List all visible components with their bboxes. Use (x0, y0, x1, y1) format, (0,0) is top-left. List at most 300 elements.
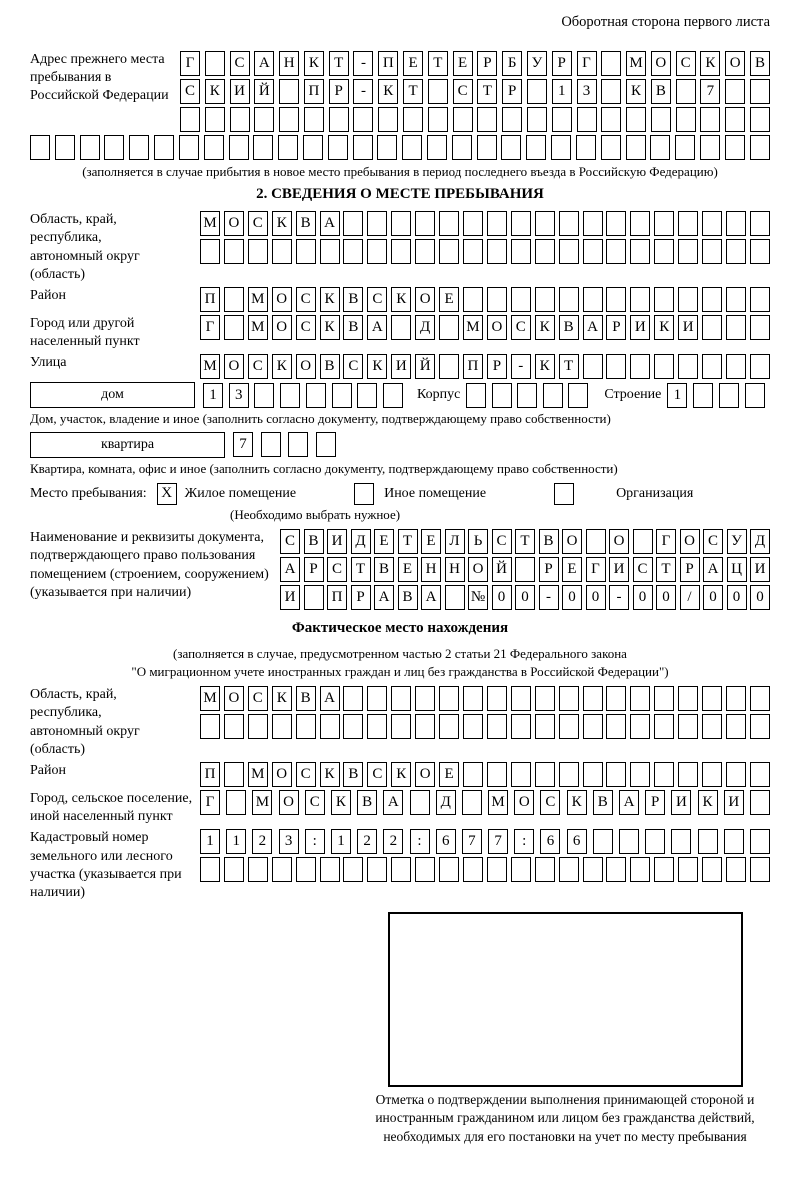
char-cell[interactable] (583, 239, 603, 264)
char-cell[interactable]: Т (515, 529, 535, 554)
char-cell[interactable] (511, 762, 531, 787)
char-cell[interactable] (463, 287, 483, 312)
char-cell[interactable]: И (609, 557, 629, 582)
char-cell[interactable]: Т (477, 79, 497, 104)
char-cell[interactable]: К (535, 354, 555, 379)
char-cell[interactable]: Й (254, 79, 274, 104)
char-cell[interactable] (559, 211, 579, 236)
char-cell[interactable]: : (305, 829, 325, 854)
char-cell[interactable] (630, 686, 650, 711)
char-cell[interactable] (487, 857, 507, 882)
char-cell[interactable] (750, 714, 770, 739)
char-cell[interactable]: Р (502, 79, 522, 104)
char-cell[interactable]: С (305, 790, 325, 815)
char-cell[interactable]: Р (552, 51, 572, 76)
char-cell[interactable] (410, 790, 430, 815)
char-cell[interactable]: Ц (727, 557, 747, 582)
char-cell[interactable]: И (678, 315, 698, 340)
char-cell[interactable]: 2 (252, 829, 272, 854)
char-cell[interactable] (559, 714, 579, 739)
char-cell[interactable] (224, 315, 244, 340)
char-cell[interactable] (552, 107, 572, 132)
char-cell[interactable]: 1 (200, 829, 220, 854)
char-cell[interactable]: В (320, 354, 340, 379)
char-cell[interactable]: П (200, 287, 220, 312)
char-cell[interactable]: Б (502, 51, 522, 76)
char-cell[interactable]: К (205, 79, 225, 104)
char-cell[interactable] (501, 135, 521, 160)
char-cell[interactable]: Т (398, 529, 418, 554)
char-cell[interactable] (601, 107, 621, 132)
char-cell[interactable]: И (630, 315, 650, 340)
char-cell[interactable]: С (180, 79, 200, 104)
char-cell[interactable]: А (280, 557, 300, 582)
char-cell[interactable] (378, 107, 398, 132)
char-cell[interactable]: С (492, 529, 512, 554)
char-cell[interactable]: Г (200, 790, 220, 815)
char-cell[interactable]: Е (453, 51, 473, 76)
char-cell[interactable]: Т (329, 51, 349, 76)
char-cell[interactable] (583, 354, 603, 379)
char-cell[interactable] (576, 135, 596, 160)
char-cell[interactable] (654, 211, 674, 236)
char-cell[interactable] (726, 686, 746, 711)
char-cell[interactable] (463, 762, 483, 787)
char-cell[interactable]: Н (421, 557, 441, 582)
char-cell[interactable] (651, 107, 671, 132)
char-cell[interactable]: К (567, 790, 587, 815)
char-cell[interactable]: У (727, 529, 747, 554)
char-cell[interactable]: Т (403, 79, 423, 104)
char-cell[interactable]: Р (680, 557, 700, 582)
char-cell[interactable]: Е (421, 529, 441, 554)
char-cell[interactable]: И (391, 354, 411, 379)
char-cell[interactable] (654, 354, 674, 379)
char-cell[interactable]: М (463, 315, 483, 340)
char-cell[interactable] (654, 287, 674, 312)
char-cell[interactable] (304, 585, 324, 610)
char-cell[interactable] (527, 79, 547, 104)
char-cell[interactable] (702, 354, 722, 379)
char-cell[interactable] (415, 211, 435, 236)
char-cell[interactable] (462, 790, 482, 815)
char-cell[interactable]: К (320, 762, 340, 787)
char-cell[interactable]: - (539, 585, 559, 610)
char-cell[interactable]: 0 (492, 585, 512, 610)
char-cell[interactable] (357, 383, 377, 408)
char-cell[interactable]: Й (492, 557, 512, 582)
char-cell[interactable] (726, 714, 746, 739)
char-cell[interactable] (248, 714, 268, 739)
char-cell[interactable] (678, 211, 698, 236)
char-cell[interactable]: Р (645, 790, 665, 815)
char-cell[interactable] (343, 686, 363, 711)
char-cell[interactable]: П (304, 79, 324, 104)
char-cell[interactable]: К (320, 315, 340, 340)
char-cell[interactable] (606, 762, 626, 787)
char-cell[interactable]: Р (329, 79, 349, 104)
char-cell[interactable]: Е (439, 762, 459, 787)
char-cell[interactable]: В (357, 790, 377, 815)
char-cell[interactable] (725, 135, 745, 160)
char-cell[interactable]: С (367, 287, 387, 312)
char-cell[interactable] (463, 211, 483, 236)
char-cell[interactable]: Р (351, 585, 371, 610)
char-cell[interactable] (415, 686, 435, 711)
char-cell[interactable] (559, 857, 579, 882)
char-cell[interactable] (535, 686, 555, 711)
char-cell[interactable]: П (200, 762, 220, 787)
char-cell[interactable]: С (676, 51, 696, 76)
char-cell[interactable]: О (609, 529, 629, 554)
char-cell[interactable]: 3 (229, 383, 249, 408)
char-cell[interactable] (316, 432, 336, 457)
char-cell[interactable] (726, 211, 746, 236)
char-cell[interactable]: П (327, 585, 347, 610)
char-cell[interactable]: Е (439, 287, 459, 312)
char-cell[interactable]: 1 (552, 79, 572, 104)
char-cell[interactable]: О (224, 686, 244, 711)
char-cell[interactable]: С (248, 354, 268, 379)
char-cell[interactable] (626, 135, 646, 160)
char-cell[interactable]: К (304, 51, 324, 76)
char-cell[interactable]: К (378, 79, 398, 104)
char-cell[interactable] (606, 686, 626, 711)
char-cell[interactable]: А (703, 557, 723, 582)
char-cell[interactable]: 7 (700, 79, 720, 104)
char-cell[interactable]: : (410, 829, 430, 854)
char-cell[interactable] (654, 239, 674, 264)
char-cell[interactable]: М (252, 790, 272, 815)
char-cell[interactable]: Е (403, 51, 423, 76)
char-cell[interactable]: О (725, 51, 745, 76)
char-cell[interactable] (296, 714, 316, 739)
char-cell[interactable] (367, 686, 387, 711)
char-cell[interactable] (750, 107, 770, 132)
char-cell[interactable] (543, 383, 563, 408)
char-cell[interactable] (280, 383, 300, 408)
char-cell[interactable] (200, 857, 220, 882)
char-cell[interactable]: И (750, 557, 770, 582)
char-cell[interactable] (367, 211, 387, 236)
char-cell[interactable] (383, 383, 403, 408)
char-cell[interactable]: К (626, 79, 646, 104)
char-cell[interactable] (535, 762, 555, 787)
char-cell[interactable] (377, 135, 397, 160)
char-cell[interactable]: 0 (727, 585, 747, 610)
char-cell[interactable] (678, 239, 698, 264)
char-cell[interactable] (601, 51, 621, 76)
char-cell[interactable] (224, 714, 244, 739)
char-cell[interactable]: С (248, 686, 268, 711)
char-cell[interactable] (700, 107, 720, 132)
char-cell[interactable]: 2 (383, 829, 403, 854)
char-cell[interactable] (726, 857, 746, 882)
char-cell[interactable] (750, 829, 770, 854)
char-cell[interactable] (678, 857, 698, 882)
char-cell[interactable] (750, 211, 770, 236)
char-cell[interactable] (654, 686, 674, 711)
char-cell[interactable] (391, 211, 411, 236)
char-cell[interactable]: № (468, 585, 488, 610)
char-cell[interactable] (678, 686, 698, 711)
char-cell[interactable]: Ь (468, 529, 488, 554)
char-cell[interactable] (439, 211, 459, 236)
char-cell[interactable]: К (272, 354, 292, 379)
char-cell[interactable] (439, 714, 459, 739)
char-cell[interactable] (391, 315, 411, 340)
char-cell[interactable]: 0 (586, 585, 606, 610)
char-cell[interactable] (288, 432, 308, 457)
char-cell[interactable] (535, 287, 555, 312)
char-cell[interactable] (511, 714, 531, 739)
char-cell[interactable]: Д (415, 315, 435, 340)
char-cell[interactable] (477, 135, 497, 160)
char-cell[interactable] (654, 857, 674, 882)
char-cell[interactable]: В (296, 686, 316, 711)
char-cell[interactable] (702, 239, 722, 264)
char-cell[interactable] (750, 857, 770, 882)
char-cell[interactable] (583, 211, 603, 236)
char-cell[interactable] (583, 714, 603, 739)
char-cell[interactable] (630, 354, 650, 379)
char-cell[interactable] (678, 287, 698, 312)
char-cell[interactable] (678, 762, 698, 787)
char-cell[interactable]: 0 (515, 585, 535, 610)
char-cell[interactable] (224, 239, 244, 264)
char-cell[interactable]: О (272, 287, 292, 312)
char-cell[interactable] (654, 714, 674, 739)
char-cell[interactable] (630, 287, 650, 312)
char-cell[interactable] (492, 383, 512, 408)
char-cell[interactable]: М (200, 686, 220, 711)
char-cell[interactable] (332, 383, 352, 408)
char-cell[interactable] (367, 714, 387, 739)
char-cell[interactable] (750, 315, 770, 340)
char-cell[interactable] (719, 383, 739, 408)
char-cell[interactable]: Г (586, 557, 606, 582)
char-cell[interactable] (593, 829, 613, 854)
char-cell[interactable] (586, 529, 606, 554)
char-cell[interactable] (320, 857, 340, 882)
char-cell[interactable] (279, 79, 299, 104)
char-cell[interactable] (180, 107, 200, 132)
char-cell[interactable]: М (200, 354, 220, 379)
char-cell[interactable]: С (343, 354, 363, 379)
char-cell[interactable] (693, 383, 713, 408)
char-cell[interactable] (272, 239, 292, 264)
residential-checkbox[interactable]: X (157, 483, 177, 505)
char-cell[interactable]: Л (445, 529, 465, 554)
char-cell[interactable]: С (633, 557, 653, 582)
char-cell[interactable]: 6 (436, 829, 456, 854)
char-cell[interactable]: 3 (577, 79, 597, 104)
char-cell[interactable]: С (703, 529, 723, 554)
char-cell[interactable]: К (391, 762, 411, 787)
char-cell[interactable]: В (374, 557, 394, 582)
char-cell[interactable] (224, 857, 244, 882)
char-cell[interactable] (559, 762, 579, 787)
char-cell[interactable] (645, 829, 665, 854)
char-cell[interactable] (439, 354, 459, 379)
char-cell[interactable]: В (593, 790, 613, 815)
char-cell[interactable] (296, 857, 316, 882)
char-cell[interactable] (559, 239, 579, 264)
char-cell[interactable] (702, 762, 722, 787)
char-cell[interactable] (650, 135, 670, 160)
char-cell[interactable]: О (415, 287, 435, 312)
char-cell[interactable]: И (230, 79, 250, 104)
char-cell[interactable]: Д (351, 529, 371, 554)
char-cell[interactable] (626, 107, 646, 132)
char-cell[interactable]: 0 (562, 585, 582, 610)
char-cell[interactable]: Т (656, 557, 676, 582)
char-cell[interactable] (415, 714, 435, 739)
char-cell[interactable]: У (527, 51, 547, 76)
char-cell[interactable]: 0 (703, 585, 723, 610)
char-cell[interactable] (654, 762, 674, 787)
char-cell[interactable]: А (374, 585, 394, 610)
char-cell[interactable]: С (280, 529, 300, 554)
char-cell[interactable]: В (651, 79, 671, 104)
char-cell[interactable] (511, 287, 531, 312)
char-cell[interactable] (80, 135, 100, 160)
char-cell[interactable] (248, 857, 268, 882)
char-cell[interactable] (559, 287, 579, 312)
char-cell[interactable] (30, 135, 50, 160)
char-cell[interactable]: С (453, 79, 473, 104)
char-cell[interactable]: Р (477, 51, 497, 76)
char-cell[interactable]: Г (656, 529, 676, 554)
char-cell[interactable] (726, 239, 746, 264)
char-cell[interactable] (343, 857, 363, 882)
char-cell[interactable]: С (296, 315, 316, 340)
char-cell[interactable]: В (296, 211, 316, 236)
char-cell[interactable] (463, 239, 483, 264)
char-cell[interactable] (725, 107, 745, 132)
char-cell[interactable] (606, 714, 626, 739)
char-cell[interactable]: К (654, 315, 674, 340)
char-cell[interactable] (205, 51, 225, 76)
char-cell[interactable]: М (248, 762, 268, 787)
char-cell[interactable]: А (254, 51, 274, 76)
char-cell[interactable] (428, 107, 448, 132)
char-cell[interactable] (726, 287, 746, 312)
char-cell[interactable] (511, 686, 531, 711)
char-cell[interactable]: С (248, 211, 268, 236)
char-cell[interactable] (583, 762, 603, 787)
char-cell[interactable] (568, 383, 588, 408)
char-cell[interactable] (200, 714, 220, 739)
char-cell[interactable]: 7 (488, 829, 508, 854)
char-cell[interactable]: 0 (656, 585, 676, 610)
char-cell[interactable]: К (698, 790, 718, 815)
char-cell[interactable] (402, 135, 422, 160)
char-cell[interactable]: В (343, 762, 363, 787)
char-cell[interactable] (502, 107, 522, 132)
char-cell[interactable] (204, 135, 224, 160)
char-cell[interactable] (403, 107, 423, 132)
char-cell[interactable]: - (353, 79, 373, 104)
char-cell[interactable] (606, 287, 626, 312)
char-cell[interactable] (630, 762, 650, 787)
char-cell[interactable]: И (671, 790, 691, 815)
char-cell[interactable]: В (343, 287, 363, 312)
char-cell[interactable]: С (296, 762, 316, 787)
char-cell[interactable] (726, 315, 746, 340)
char-cell[interactable] (702, 714, 722, 739)
char-cell[interactable] (750, 762, 770, 787)
char-cell[interactable]: П (378, 51, 398, 76)
char-cell[interactable]: А (367, 315, 387, 340)
char-cell[interactable]: Н (445, 557, 465, 582)
char-cell[interactable] (320, 239, 340, 264)
char-cell[interactable]: М (626, 51, 646, 76)
char-cell[interactable]: К (320, 287, 340, 312)
char-cell[interactable] (750, 686, 770, 711)
char-cell[interactable] (367, 239, 387, 264)
char-cell[interactable] (439, 686, 459, 711)
char-cell[interactable]: И (327, 529, 347, 554)
char-cell[interactable] (391, 857, 411, 882)
char-cell[interactable]: Е (398, 557, 418, 582)
char-cell[interactable]: Д (436, 790, 456, 815)
char-cell[interactable]: Т (559, 354, 579, 379)
char-cell[interactable]: Т (428, 51, 448, 76)
char-cell[interactable] (304, 107, 324, 132)
char-cell[interactable] (702, 211, 722, 236)
char-cell[interactable]: Г (200, 315, 220, 340)
char-cell[interactable] (254, 107, 274, 132)
char-cell[interactable] (329, 107, 349, 132)
char-cell[interactable]: О (514, 790, 534, 815)
char-cell[interactable] (526, 135, 546, 160)
char-cell[interactable]: О (224, 211, 244, 236)
char-cell[interactable] (601, 79, 621, 104)
char-cell[interactable]: О (562, 529, 582, 554)
char-cell[interactable] (200, 239, 220, 264)
char-cell[interactable] (583, 857, 603, 882)
char-cell[interactable]: 6 (540, 829, 560, 854)
char-cell[interactable] (487, 211, 507, 236)
char-cell[interactable]: М (488, 790, 508, 815)
char-cell[interactable] (306, 383, 326, 408)
char-cell[interactable] (487, 287, 507, 312)
char-cell[interactable] (353, 135, 373, 160)
char-cell[interactable]: 3 (279, 829, 299, 854)
char-cell[interactable] (205, 107, 225, 132)
char-cell[interactable] (535, 857, 555, 882)
char-cell[interactable] (700, 135, 720, 160)
char-cell[interactable]: А (320, 686, 340, 711)
char-cell[interactable]: К (700, 51, 720, 76)
char-cell[interactable] (253, 135, 273, 160)
char-cell[interactable] (511, 211, 531, 236)
char-cell[interactable]: О (680, 529, 700, 554)
char-cell[interactable]: Д (750, 529, 770, 554)
char-cell[interactable]: А (619, 790, 639, 815)
char-cell[interactable]: А (320, 211, 340, 236)
char-cell[interactable] (439, 315, 459, 340)
char-cell[interactable] (343, 211, 363, 236)
char-cell[interactable] (320, 714, 340, 739)
char-cell[interactable]: Р (539, 557, 559, 582)
char-cell[interactable]: 6 (567, 829, 587, 854)
char-cell[interactable]: М (248, 315, 268, 340)
char-cell[interactable] (391, 714, 411, 739)
char-cell[interactable]: К (272, 211, 292, 236)
char-cell[interactable] (678, 354, 698, 379)
